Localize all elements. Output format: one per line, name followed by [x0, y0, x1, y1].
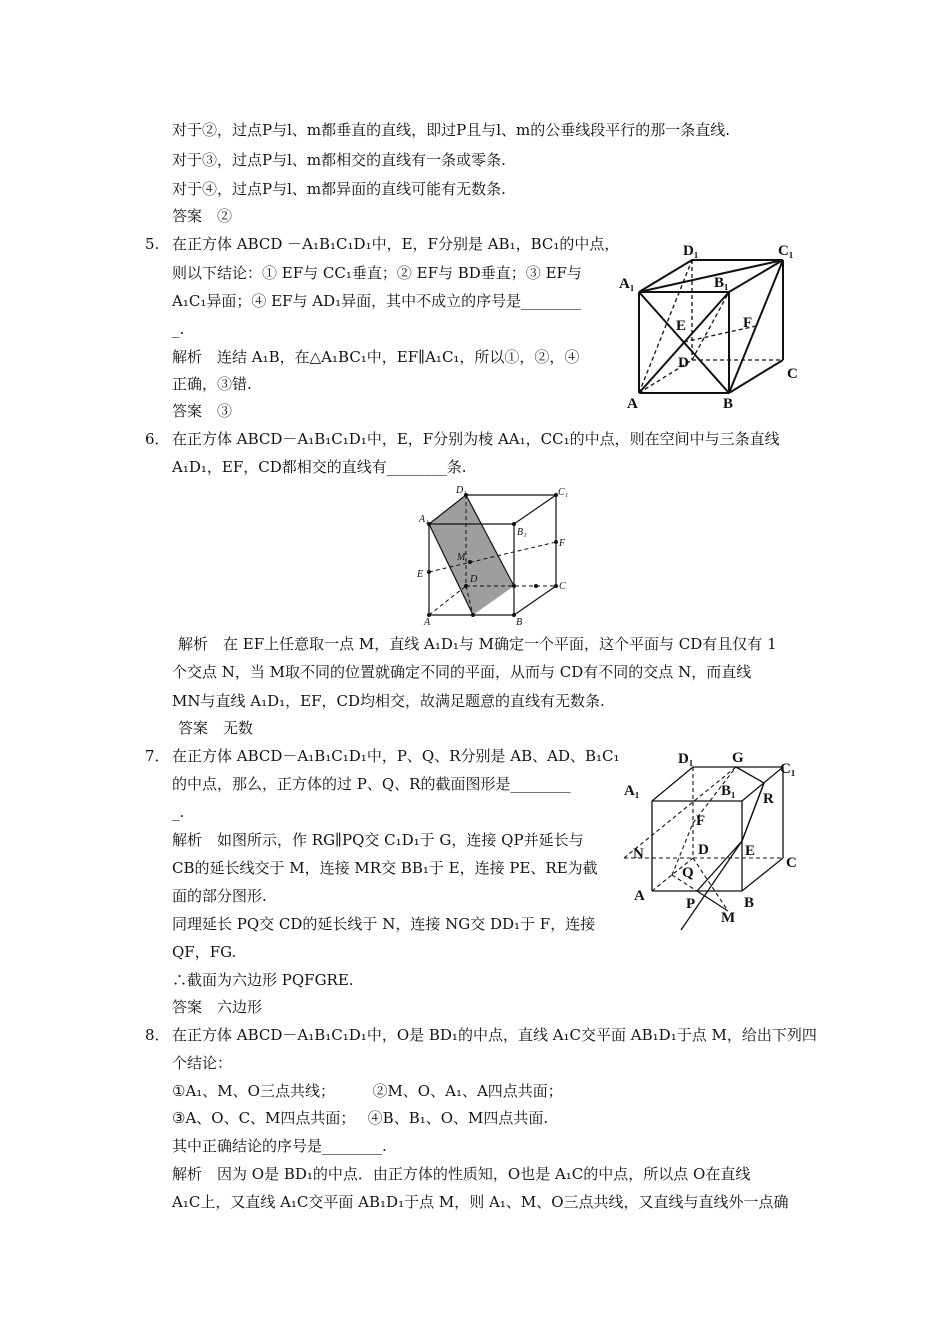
- point-label: R: [763, 791, 774, 807]
- point-label: N: [633, 846, 644, 862]
- text-line: 在正方体 ABCD －A₁B₁C₁D₁中，E，F分别是 AB₁，BC₁的中点，: [172, 235, 620, 253]
- vertex-label: D₁: [678, 751, 694, 767]
- vertex-label: B: [723, 396, 734, 412]
- point-label: E: [676, 318, 687, 334]
- point-label: Q: [682, 865, 694, 881]
- vertex-label: C₁: [780, 761, 796, 777]
- vertex-label: C₁: [558, 487, 569, 498]
- point-label: P: [686, 896, 696, 912]
- text-line: A₁D₁，EF，CD都相交的直线有________条.: [172, 458, 467, 476]
- analysis-line: QF，FG.: [172, 943, 237, 961]
- vertex-label: C: [786, 855, 797, 871]
- point-label: E: [745, 843, 756, 859]
- answer-line: 答案 ②: [172, 207, 233, 225]
- vertex-label: D: [678, 355, 689, 371]
- text-line: 对于④，过点P与l、m都异面的直线可能有无数条.: [172, 180, 506, 198]
- analysis-line: ∴截面为六边形 PQFGRE.: [172, 971, 354, 989]
- analysis-line: 正确，③错.: [172, 375, 252, 393]
- vertex-label: D₁: [456, 485, 467, 496]
- cube-figure-q5: [615, 235, 805, 415]
- point-label: E: [417, 569, 424, 580]
- analysis-line: 解析 在 EF上任意取一点 M，直线 A₁D₁与 M确定一个平面，这个平面与 CD有且仅有 1: [178, 635, 777, 653]
- vertex-label: B₁: [517, 527, 527, 538]
- text-line: 在正方体 ABCD－A₁B₁C₁D₁中，P、Q、R分别是 AB、AD、B₁C₁: [172, 747, 620, 765]
- text-line: _.: [172, 803, 185, 821]
- vertex-label: C: [787, 366, 798, 382]
- vertex-label: D: [470, 574, 478, 585]
- question-number: 5.: [145, 235, 160, 253]
- analysis-line: 个交点 N，当 M取不同的位置就确定不同的平面，从而与 CD有不同的交点 N，而直线: [172, 663, 752, 681]
- text-line: 对于③，过点P与l、m都相交的直线有一条或零条.: [172, 151, 506, 169]
- point-label: M: [721, 910, 736, 926]
- analysis-line: 解析 如图所示，作 RG∥PQ交 C₁D₁于 G，连接 QP并延长与: [172, 831, 584, 849]
- question-number: 7．: [145, 747, 170, 765]
- answer-line: 答案 无数: [178, 719, 254, 737]
- question-number: 6．: [145, 430, 170, 448]
- vertex-label: B: [516, 617, 523, 627]
- vertex-label: A₁: [619, 276, 635, 292]
- vertex-label: A: [424, 617, 431, 627]
- analysis-line: MN与直线 A₁D₁，EF，CD均相交，故满足题意的直线有无数条.: [172, 692, 605, 710]
- vertex-label: A₁: [419, 514, 429, 525]
- text-line: 则以下结论：① EF与 CC₁垂直；② EF与 BD垂直；③ EF与: [172, 264, 582, 282]
- cube-figure-q7: [620, 745, 810, 940]
- answer-line: 答案 六边形: [172, 998, 263, 1016]
- vertex-label: A: [634, 888, 645, 904]
- cube-figure-q6: [410, 482, 580, 627]
- text-line: 其中正确结论的序号是________.: [172, 1137, 387, 1155]
- text-line: 在正方体 ABCD－A₁B₁C₁D₁中，O是 BD₁的中点，直线 A₁C交平面 AB₁D₁于点 M，给出下列四: [172, 1026, 817, 1044]
- answer-line: 答案 ③: [172, 402, 233, 420]
- vertex-label: C: [559, 581, 566, 592]
- text-line: 在正方体 ABCD－A₁B₁C₁D₁中，E，F分别为棱 AA₁，CC₁的中点，则在空间中与三条直线: [172, 430, 780, 448]
- vertex-label: D: [698, 842, 709, 858]
- vertex-label: A₁: [624, 783, 640, 799]
- analysis-line: 同理延长 PQ交 CD的延长线于 N，连接 NG交 DD₁于 F，连接: [172, 915, 596, 933]
- vertex-label: A: [627, 396, 638, 412]
- vertex-label: B₁: [714, 275, 729, 291]
- point-label: F: [743, 315, 753, 331]
- text-line: 个结论：: [172, 1054, 233, 1072]
- vertex-label: B₁: [721, 783, 736, 799]
- analysis-line: 解析 因为 O是 BD₁的中点．由正方体的性质知，O也是 A₁C的中点，所以点 O在直线: [172, 1165, 751, 1183]
- analysis-line: CB的延长线交于 M，连接 MR交 BB₁于 E，连接 PE、RE为截: [172, 859, 598, 877]
- question-number: 8．: [145, 1026, 170, 1044]
- vertex-label: B: [744, 895, 755, 911]
- text-line: ③A、O、C、M四点共面； ④B、B₁、O、M四点共面.: [172, 1109, 549, 1127]
- text-line: 对于②，过点P与l、m都垂直的直线，即过P且与l、m的公垂线段平行的那一条直线.: [172, 121, 730, 139]
- point-label: G: [732, 750, 744, 766]
- point-label: M: [457, 552, 466, 563]
- point-label: F: [696, 813, 706, 829]
- text-line: ①A₁、M、O三点共线； ②M、O、A₁、A四点共面；: [172, 1082, 563, 1100]
- analysis-line: 解析 连结 A₁B，在△A₁BC₁中，EF∥A₁C₁，所以①，②，④: [172, 348, 580, 366]
- vertex-label: D₁: [683, 243, 699, 259]
- point-label: F: [559, 538, 566, 549]
- analysis-line: 面的部分图形.: [172, 887, 267, 905]
- text-line: A₁C₁异面；④ EF与 AD₁异面，其中不成立的序号是________: [172, 292, 582, 310]
- text-line: _.: [172, 320, 185, 338]
- text-line: 的中点，那么，正方体的过 P、Q、R的截面图形是________: [172, 775, 571, 793]
- vertex-label: C₁: [778, 243, 794, 259]
- analysis-line: A₁C上，又直线 A₁C交平面 AB₁D₁于点 M，则 A₁、M、O三点共线，又直线与直线外一点确: [172, 1193, 789, 1211]
